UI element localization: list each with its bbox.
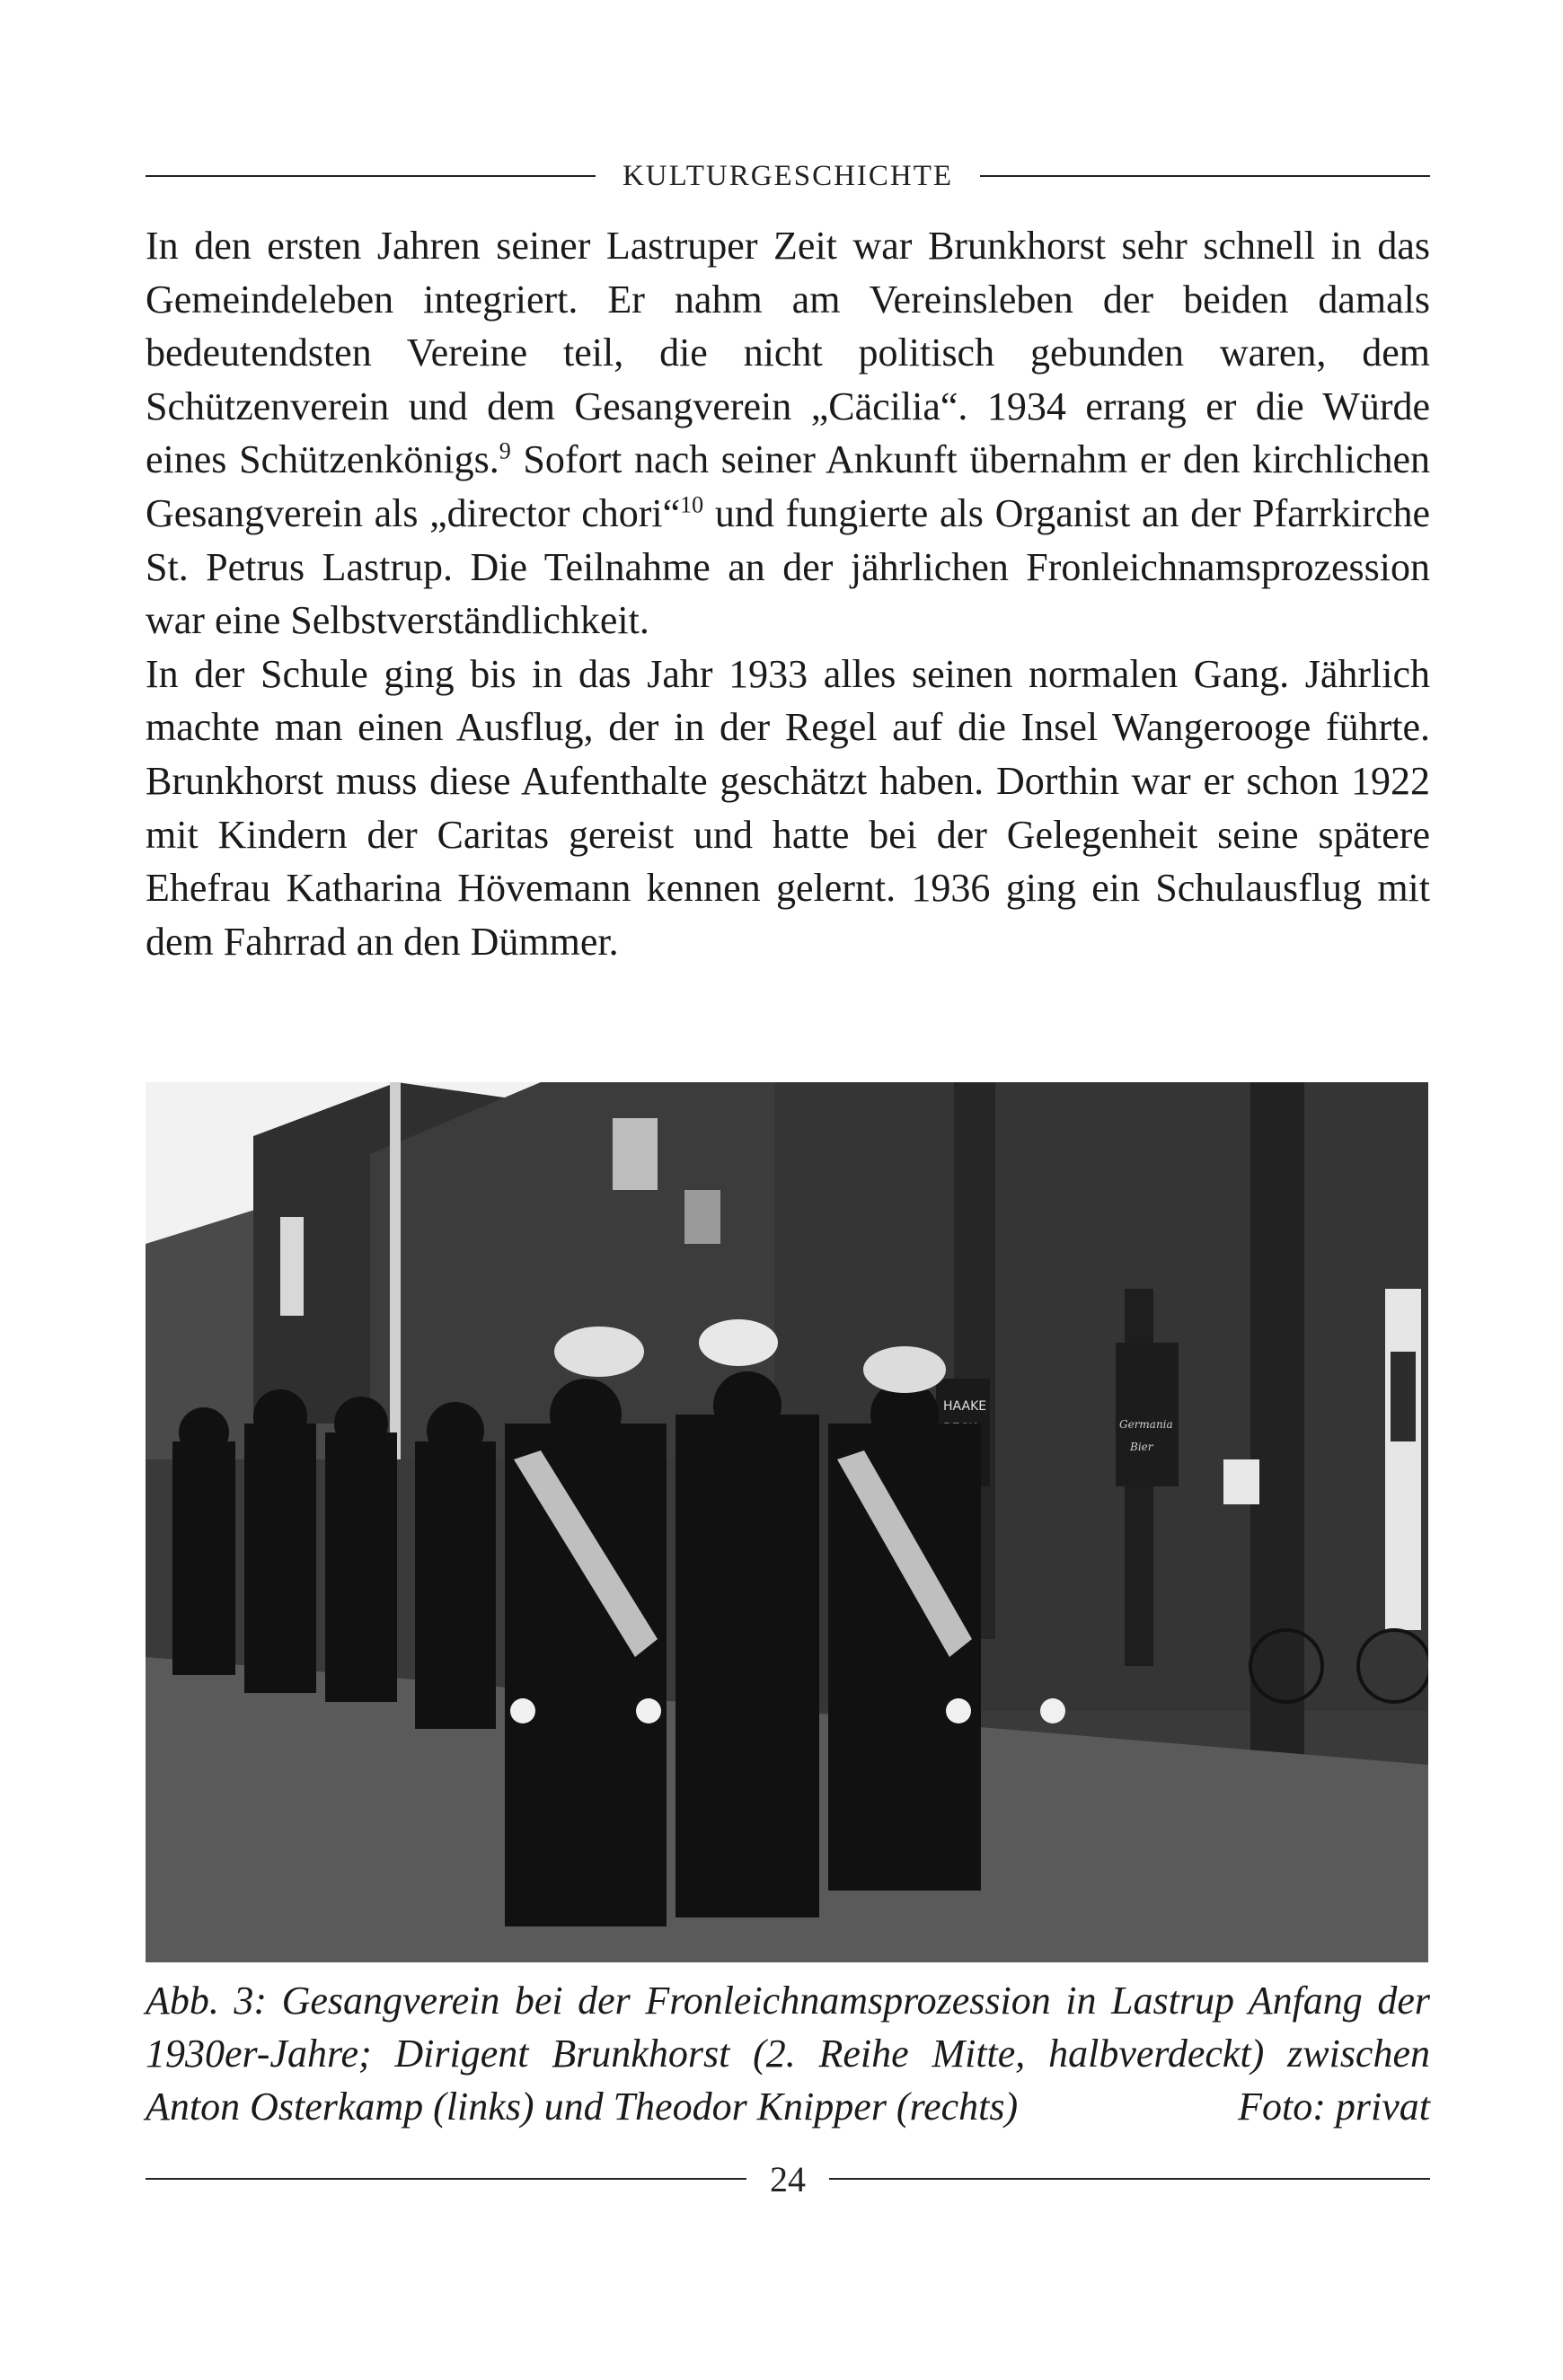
header-rule-right (980, 175, 1430, 177)
paragraph-2: In der Schule ging bis in das Jahr 1933 alles seinen normalen Gang. Jährlich machte man einen Ausflug, der in der Regel auf die Insel Wangerooge führte. Brunkhorst muss diese Aufenthalte geschätzt haben. Dorthin war er schon 1922 mit Kindern der Caritas gereist und hatte bei der Gelegenheit seine spätere Ehefrau Katharina Hövemann kennen gelernt. 1936 ging ein Schulausflug mit dem Fahrrad an den Dümmer. (146, 651, 1430, 964)
caption-text: Abb. 3: Gesangverein bei der Fronleichnamsprozession in Lastrup Anfang der 1930er-Jahre; Dirigent Brunkhorst (2. Reihe Mitte, halbverdeckt) zwischen Anton Osterkamp (links) und Theodor Knipper (rechts) (146, 1979, 1430, 2129)
header-rule-left (146, 175, 596, 177)
photo-credit: Foto: privat (1238, 2085, 1430, 2129)
footer-rule-left (146, 2178, 746, 2180)
photo-illustration (146, 1082, 1428, 1962)
body-text (146, 219, 1430, 968)
paragraph-1-part-2: Sofort nach seiner Ankunft übernahm er den kirchlichen Gesangverein als „director chori“ (146, 437, 1430, 535)
page-number: 24 (770, 2158, 806, 2199)
photo-sign-line-1: HAAKE (943, 1399, 987, 1414)
footnote-marker-10: 10 (680, 491, 704, 518)
photo-poster-line-2: Bier (1130, 1441, 1153, 1453)
header-title: KULTURGESCHICHTE (622, 159, 954, 192)
footer-rule-right (829, 2178, 1430, 2180)
paragraph-1 (146, 219, 1430, 648)
photo-poster-line-1: Germania (1119, 1418, 1173, 1431)
page-footer (146, 2154, 1430, 2204)
figure-caption (146, 1974, 1430, 2133)
footnote-marker-9: 9 (499, 437, 511, 464)
paragraph-1-part-3: und fungierte als Organist an der Pfarrkirche St. Petrus Lastrup. Die Teilnahme an der jährlichen Fronleichnamsprozession war eine Selbstverständlichkeit. (146, 490, 1430, 643)
procession-photo (146, 1082, 1428, 1962)
running-header (146, 151, 1430, 201)
paragraph-1-part-1: In den ersten Jahren seiner Lastruper Zeit war Brunkhorst sehr schnell in das Gemeindeleben integriert. Er nahm am Vereinsleben der beiden damals bedeutendsten Vereine teil, die nicht politisch gebunden waren, dem Schützenverein und dem Gesangverein „Cäcilia“. 1934 errang er die Würde eines Schützenkönigs. (146, 224, 1430, 482)
